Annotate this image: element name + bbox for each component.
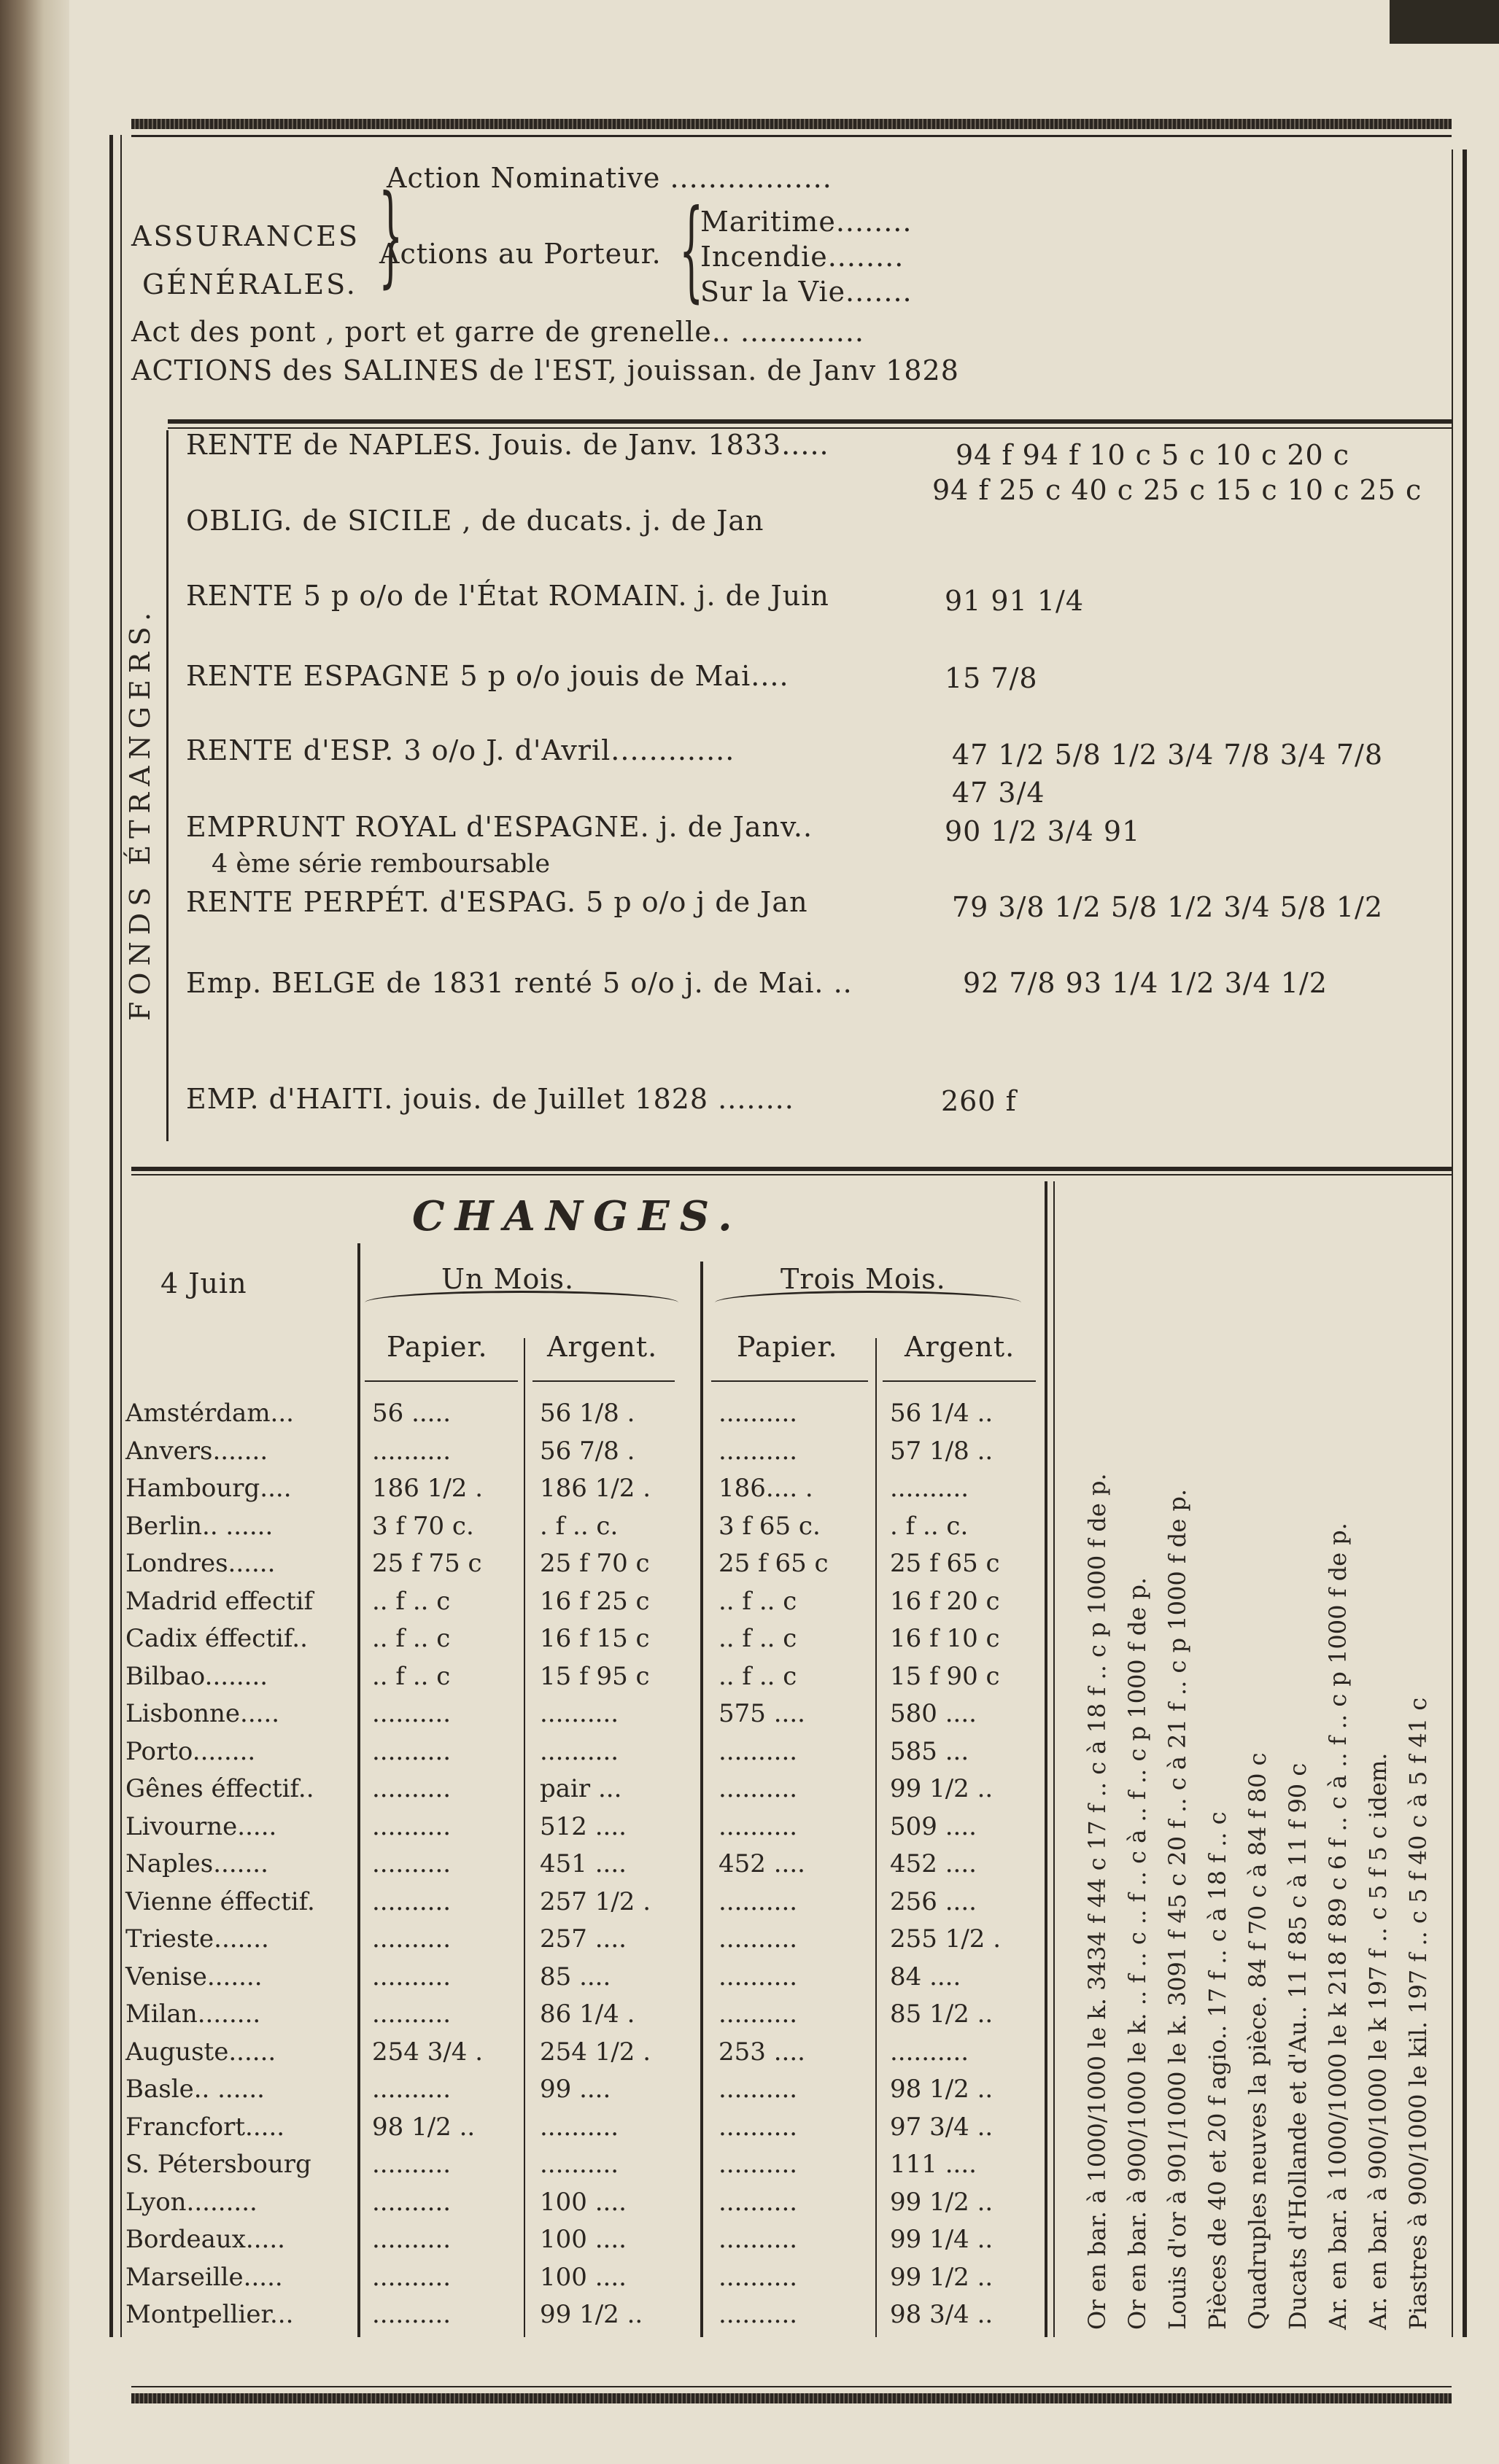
change-city: Bilbao........ <box>125 1662 268 1691</box>
change-argent-trois: 25 f 65 c <box>890 1549 1000 1578</box>
fonds-name-11: EMP. d'HAITI. jouis. de Juillet 1828 ........ <box>186 1083 794 1115</box>
sur-la-vie: Sur la Vie....... <box>700 276 913 308</box>
trois-mois-flourish <box>715 1291 1021 1315</box>
change-papier-un: .......... <box>372 2150 452 2179</box>
change-papier-un: .......... <box>372 1699 452 1728</box>
metal-line: Pièces de 40 et 20 f agio.. 17 f .. c à 18 f .. c <box>1204 1811 1231 2330</box>
incendie: Incendie........ <box>700 241 905 273</box>
metal-line: Ar. en bar. à 1000/1000 le k 218 f 89 c 6 f .. c à .. f .. c p 1000 f de p. <box>1324 1523 1352 2330</box>
change-argent-trois: 580 .... <box>890 1699 977 1728</box>
change-argent-trois: 16 f 10 c <box>890 1624 1000 1653</box>
fonds-name-2: OBLIG. de SICILE , de ducats. j. de Jan <box>186 505 764 537</box>
book-cover-corner <box>1390 0 1499 44</box>
change-papier-un: .......... <box>372 2263 452 2292</box>
change-argent-un: 15 f 95 c <box>540 1662 650 1691</box>
change-city: Gênes éffectif.. <box>125 1774 314 1803</box>
change-argent-un: 25 f 70 c <box>540 1549 650 1578</box>
metal-line: Quadruples neuves la pièce. 84 f 70 c à 84 f 80 c <box>1244 1752 1271 2330</box>
change-papier-trois: .......... <box>718 1737 798 1766</box>
change-argent-trois: .......... <box>890 2037 969 2067</box>
fonds-name-9: RENTE PERPÉT. d'ESPAG. 5 p o/o j de Jan <box>186 886 808 918</box>
assurances-brace: } <box>379 172 403 299</box>
action-nominative: Action Nominative ................. <box>387 162 832 194</box>
actions-porteur: Actions au Porteur. <box>379 238 662 270</box>
change-argent-trois: 97 3/4 .. <box>890 2113 993 2142</box>
header-rule-un-a <box>532 1380 675 1382</box>
col-line-5 <box>1045 1181 1047 2337</box>
change-city: Venise....... <box>125 1962 263 1991</box>
change-city: Trieste....... <box>125 1924 269 1954</box>
change-papier-trois: 575 .... <box>718 1699 805 1728</box>
change-papier-trois: .......... <box>718 1399 798 1428</box>
change-papier-trois: .......... <box>718 1924 798 1954</box>
metal-line: Or en bar. à 1000/1000 le k. 3434 f 44 c 17 f .. c à 18 f .. c p 1000 f de p. <box>1083 1473 1111 2330</box>
top-rule-thin <box>131 135 1452 137</box>
metal-line: Louis d'or à 901/1000 le k. 3091 f 45 c 20 f .. c à 21 f .. c p 1000 f de p. <box>1163 1488 1191 2330</box>
change-argent-un: 85 .... <box>540 1962 611 1991</box>
change-city: Livourne..... <box>125 1812 277 1841</box>
change-city: Amstérdam... <box>125 1399 294 1428</box>
change-argent-un: 99 .... <box>540 2075 611 2104</box>
bottom-rule <box>131 2393 1452 2403</box>
change-argent-trois: 98 3/4 .. <box>890 2300 993 2329</box>
change-papier-trois: 452 .... <box>718 1849 805 1878</box>
change-papier-un: 186 1/2 . <box>372 1474 484 1503</box>
fonds-price-4: 15 7/8 <box>945 662 1038 694</box>
col-line-3 <box>700 1262 703 2337</box>
fonds-name-8: 4 ème série remboursable <box>212 850 551 879</box>
change-argent-trois: 16 f 20 c <box>890 1587 1000 1616</box>
metal-line: Piastres à 900/1000 le kil. 197 f .. c 5 f 40 c à 5 f 41 c <box>1404 1697 1432 2330</box>
change-city: Bordeaux..... <box>125 2225 285 2254</box>
generales-label: GÉNÉRALES. <box>142 268 357 300</box>
change-papier-trois: .......... <box>718 2075 798 2104</box>
change-argent-un: 56 7/8 . <box>540 1437 635 1466</box>
change-city: Lisbonne..... <box>125 1699 280 1728</box>
change-papier-un: .. f .. c <box>372 1587 451 1616</box>
right-frame <box>1463 149 1467 2337</box>
change-city: Marseille..... <box>125 2263 283 2292</box>
change-city: Lyon......... <box>125 2188 257 2217</box>
change-papier-un: 98 1/2 .. <box>372 2113 476 2142</box>
change-papier-trois: .......... <box>718 2188 798 2217</box>
change-argent-trois: 57 1/8 .. <box>890 1437 993 1466</box>
change-papier-un: .. f .. c <box>372 1624 451 1653</box>
change-papier-trois: .. f .. c <box>718 1587 797 1616</box>
change-papier-trois: .......... <box>718 1774 798 1803</box>
change-papier-un: .......... <box>372 2075 452 2104</box>
change-papier-un: .......... <box>372 1737 452 1766</box>
change-argent-trois: 99 1/2 .. <box>890 1774 993 1803</box>
change-papier-un: 254 3/4 . <box>372 2037 484 2067</box>
un-mois-flourish <box>365 1291 678 1315</box>
section-rule-2 <box>131 1167 1452 1171</box>
change-argent-un: . f .. c. <box>540 1512 619 1541</box>
un-mois-header: Un Mois. <box>441 1263 575 1295</box>
fonds-price-6: 47 3/4 <box>952 777 1045 809</box>
metal-line: Or en bar. à 900/1000 le k. .. f .. c .. f .. c à .. f .. c p 1000 f de p. <box>1123 1577 1151 2330</box>
change-argent-un: 16 f 25 c <box>540 1587 650 1616</box>
change-city: Francfort..... <box>125 2113 285 2142</box>
fonds-price-9: 79 3/8 1/2 5/8 1/2 3/4 5/8 1/2 <box>952 891 1384 923</box>
change-city: Milan........ <box>125 1999 261 2029</box>
bottom-rule-thin <box>131 2386 1452 2387</box>
change-argent-un: 100 .... <box>540 2188 627 2217</box>
change-papier-trois: .......... <box>718 2300 798 2329</box>
fonds-name-0: RENTE de NAPLES. Jouis. de Janv. 1833..... <box>186 429 829 461</box>
fonds-price-0: 94 f 94 f 10 c 5 c 10 c 20 c <box>956 439 1350 471</box>
fonds-divider <box>166 430 169 1141</box>
col-line-6 <box>1053 1181 1055 2337</box>
change-papier-un: .......... <box>372 1962 452 1991</box>
top-rule <box>131 119 1452 129</box>
fonds-name-7: EMPRUNT ROYAL d'ESPAGNE. j. de Janv.. <box>186 811 813 843</box>
maritime: Maritime........ <box>700 206 913 238</box>
papier-header-1: Papier. <box>387 1331 488 1363</box>
change-papier-un: .......... <box>372 1999 452 2029</box>
change-argent-un: 100 .... <box>540 2225 627 2254</box>
change-city: Berlin.. ...... <box>125 1512 274 1541</box>
change-argent-trois: 15 f 90 c <box>890 1662 1000 1691</box>
change-argent-trois: 85 1/2 .. <box>890 1999 993 2029</box>
change-argent-un: 254 1/2 . <box>540 2037 651 2067</box>
change-argent-un: 451 .... <box>540 1849 627 1878</box>
change-papier-trois: .......... <box>718 2113 798 2142</box>
col-line-2 <box>524 1338 525 2337</box>
change-papier-trois: .......... <box>718 2225 798 2254</box>
col-line-4 <box>875 1338 877 2337</box>
change-papier-trois: .......... <box>718 1887 798 1916</box>
change-papier-trois: .. f .. c <box>718 1662 797 1691</box>
change-papier-un: 25 f 75 c <box>372 1549 482 1578</box>
left-frame-inner <box>120 135 122 2337</box>
change-argent-trois: .......... <box>890 1474 969 1503</box>
change-argent-trois: 99 1/2 .. <box>890 2188 993 2217</box>
change-argent-un: 257 1/2 . <box>540 1887 651 1916</box>
argent-header-3: Argent. <box>905 1331 1015 1363</box>
change-argent-trois: 98 1/2 .. <box>890 2075 993 2104</box>
ponts-actions: Act des pont , port et garre de grenelle.. ............. <box>131 316 864 348</box>
change-argent-trois: 509 .... <box>890 1812 977 1841</box>
change-argent-un: 257 .... <box>540 1924 627 1954</box>
change-papier-trois: 25 f 65 c <box>718 1549 829 1578</box>
change-papier-trois: .......... <box>718 2150 798 2179</box>
col-line-1 <box>357 1243 360 2337</box>
fonds-price-5: 47 1/2 5/8 1/2 3/4 7/8 3/4 7/8 <box>952 739 1384 771</box>
change-argent-trois: 84 .... <box>890 1962 961 1991</box>
change-papier-trois: .. f .. c <box>718 1624 797 1653</box>
change-city: Londres...... <box>125 1549 276 1578</box>
fonds-etrangers-label: FONDS ÉTRANGERS. <box>124 605 156 1021</box>
trois-mois-header: Trois Mois. <box>781 1263 946 1295</box>
change-argent-un: 512 .... <box>540 1812 627 1841</box>
change-city: Cadix éffectif.. <box>125 1624 308 1653</box>
change-city: Basle.. ...... <box>125 2075 265 2104</box>
change-argent-un: 99 1/2 .. <box>540 2300 643 2329</box>
change-papier-un: .......... <box>372 1924 452 1954</box>
change-argent-un: 100 .... <box>540 2263 627 2292</box>
change-papier-un: .......... <box>372 1849 452 1878</box>
change-city: Madrid effectif <box>125 1587 314 1616</box>
book-binding <box>0 0 69 2464</box>
section-rule-1 <box>168 419 1452 424</box>
change-city: Porto........ <box>125 1737 256 1766</box>
change-papier-un: .. f .. c <box>372 1662 451 1691</box>
change-papier-un: .......... <box>372 2225 452 2254</box>
papier-header-3: Papier. <box>737 1331 838 1363</box>
change-argent-un: .......... <box>540 2113 619 2142</box>
change-city: Auguste...... <box>125 2037 276 2067</box>
fonds-price-3: 91 91 1/4 <box>945 585 1085 617</box>
change-argent-trois: 99 1/4 .. <box>890 2225 993 2254</box>
change-papier-un: .......... <box>372 2300 452 2329</box>
change-argent-un: 16 f 15 c <box>540 1624 650 1653</box>
metal-line: Ducats d'Hollande et d'Au.. 11 f 85 c à 11 f 90 c <box>1284 1763 1312 2330</box>
change-city: Hambourg.... <box>125 1474 292 1503</box>
change-city: Naples....... <box>125 1849 268 1878</box>
change-papier-un: .......... <box>372 1812 452 1841</box>
section-rule-2b <box>131 1174 1452 1175</box>
fonds-name-10: Emp. BELGE de 1831 renté 5 o/o j. de Mai. .. <box>186 967 853 999</box>
change-argent-trois: 585 ... <box>890 1737 969 1766</box>
change-argent-trois: 111 .... <box>890 2150 977 2179</box>
right-frame-inner <box>1452 149 1453 2337</box>
change-argent-un: 186 1/2 . <box>540 1474 651 1503</box>
change-argent-trois: 99 1/2 .. <box>890 2263 993 2292</box>
fonds-price-7: 90 1/2 3/4 91 <box>945 815 1141 847</box>
change-papier-trois: 253 .... <box>718 2037 805 2067</box>
change-papier-un: 56 ..... <box>372 1399 452 1428</box>
fonds-name-3: RENTE 5 p o/o de l'État ROMAIN. j. de Juin <box>186 580 829 612</box>
argent-header-1: Argent. <box>547 1331 658 1363</box>
fonds-price-11: 260 f <box>941 1085 1017 1117</box>
change-argent-un: 56 1/8 . <box>540 1399 635 1428</box>
change-argent-trois: 56 1/4 .. <box>890 1399 993 1428</box>
change-argent-un: .......... <box>540 1737 619 1766</box>
change-papier-trois: 186.... . <box>718 1474 813 1503</box>
change-argent-un: .......... <box>540 2150 619 2179</box>
left-frame <box>109 135 113 2337</box>
change-argent-un: 86 1/4 . <box>540 1999 635 2029</box>
changes-title: CHANGES. <box>412 1192 743 1240</box>
change-papier-un: .......... <box>372 2188 452 2217</box>
fonds-price-10: 92 7/8 93 1/4 1/2 3/4 1/2 <box>963 967 1328 999</box>
change-city: Vienne éffectif. <box>125 1887 315 1916</box>
change-argent-trois: 255 1/2 . <box>890 1924 1002 1954</box>
change-argent-trois: 256 .... <box>890 1887 977 1916</box>
change-papier-un: .......... <box>372 1774 452 1803</box>
change-papier-trois: .......... <box>718 1999 798 2029</box>
change-city: Anvers....... <box>125 1437 268 1466</box>
metal-line: Ar. en bar. à 900/1000 le k 197 f .. c 5 f 5 c idem. <box>1364 1752 1392 2330</box>
change-papier-un: .......... <box>372 1437 452 1466</box>
change-city: S. Pétersbourg <box>125 2150 311 2179</box>
porteur-brace: { <box>679 187 704 314</box>
change-papier-un: .......... <box>372 1887 452 1916</box>
change-papier-trois: .......... <box>718 2263 798 2292</box>
change-papier-trois: .......... <box>718 1962 798 1991</box>
fonds-price-1: 94 f 25 c 40 c 25 c 15 c 10 c 25 c <box>932 474 1422 506</box>
salines-actions: ACTIONS des SALINES de l'EST, jouissan. de Janv 1828 <box>131 354 959 386</box>
change-papier-trois: .......... <box>718 1437 798 1466</box>
change-papier-trois: .......... <box>718 1812 798 1841</box>
header-rule-un <box>365 1380 518 1382</box>
fonds-name-4: RENTE ESPAGNE 5 p o/o jouis de Mai.... <box>186 660 789 692</box>
change-papier-trois: 3 f 65 c. <box>718 1512 821 1541</box>
change-city: Montpellier... <box>125 2300 294 2329</box>
changes-date: 4 Juin <box>160 1267 247 1299</box>
change-argent-un: pair ... <box>540 1774 622 1803</box>
assurances-label: ASSURANCES <box>131 220 360 252</box>
header-rule-trois-a <box>883 1380 1036 1382</box>
change-argent-un: .......... <box>540 1699 619 1728</box>
change-argent-trois: 452 .... <box>890 1849 977 1878</box>
fonds-name-5: RENTE d'ESP. 3 o/o J. d'Avril............. <box>186 734 735 766</box>
change-argent-trois: . f .. c. <box>890 1512 969 1541</box>
change-papier-un: 3 f 70 c. <box>372 1512 474 1541</box>
header-rule-trois <box>711 1380 868 1382</box>
